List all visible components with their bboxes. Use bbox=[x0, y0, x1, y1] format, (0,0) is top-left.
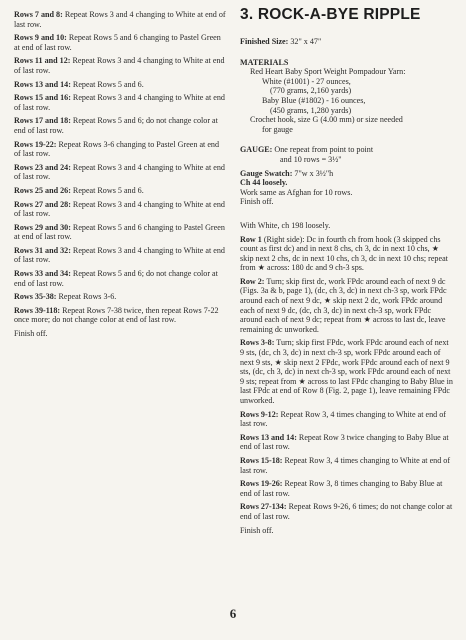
instruction-row-label: Rows 11 and 12: bbox=[14, 56, 71, 66]
swatch-line: Work same as Afghan for 10 rows. bbox=[240, 187, 353, 197]
instruction-row bbox=[14, 140, 226, 159]
instruction-row bbox=[14, 80, 226, 90]
instruction-row-label: Rows 35-38: bbox=[14, 292, 57, 302]
instruction-row-text: Repeat Row 3 twice changing to Baby Blue at end of last row. bbox=[240, 432, 449, 452]
instruction-row bbox=[14, 33, 226, 52]
instruction-row bbox=[14, 56, 226, 75]
instruction-row-label: Rows 13 and 14: bbox=[14, 79, 71, 89]
materials-line: (770 grams, 2,160 yards) bbox=[270, 86, 352, 96]
instruction-row-text: Repeat Rows 3 and 4 changing to White at end of last row. bbox=[14, 93, 225, 112]
instruction-row-text: Repeat Rows 3-6. bbox=[56, 292, 117, 302]
instruction-row-text: Repeat Rows 3 and 4 changing to White at end of last row. bbox=[14, 10, 226, 29]
instruction-row-text: Repeat Rows 3 and 4 changing to White at end of last row. bbox=[14, 56, 225, 75]
instruction-row bbox=[240, 433, 454, 452]
instruction-row bbox=[14, 186, 226, 196]
rows-3-8 bbox=[240, 338, 454, 405]
instruction-row-label: Rows 15 and 16: bbox=[14, 93, 71, 103]
right-row-list bbox=[240, 410, 454, 522]
instruction-row-text: Repeat Rows 5 and 6 changing to Pastel Green at end of last row. bbox=[14, 222, 225, 242]
instruction-row-label: Rows 17 and 18: bbox=[14, 116, 71, 126]
finished-size-value: 32" x 47" bbox=[288, 37, 322, 46]
instruction-row-text: Repeat Row 3, 8 times changing to Baby Blue at end of last row. bbox=[240, 479, 443, 498]
page-number: 6 bbox=[229, 606, 237, 621]
instruction-row-label: Rows 33 and 34: bbox=[14, 269, 71, 279]
instruction-row bbox=[240, 456, 454, 475]
instruction-row-label: Rows 39-118: bbox=[14, 305, 61, 315]
instruction-row-text: Repeat Rows 9-26, 6 times; do not change color at end of last row. bbox=[240, 502, 453, 521]
row-2 bbox=[240, 277, 454, 335]
instruction-row-text: Repeat Rows 5 and 6; do not change color at end of last row. bbox=[14, 269, 218, 288]
instruction-row bbox=[14, 223, 226, 242]
swatch-line: Ch 44 loosely. bbox=[240, 178, 288, 188]
left-finish-text: Finish off. bbox=[14, 329, 48, 339]
right-column bbox=[240, 6, 454, 539]
finished-size bbox=[240, 37, 454, 47]
gauge bbox=[240, 145, 454, 155]
gauge-swatch-label: Gauge Swatch: bbox=[240, 168, 293, 178]
materials-line: White (#1001) - 27 ounces, bbox=[262, 76, 351, 86]
materials-heading: MATERIALS bbox=[240, 57, 289, 67]
materials-line: Baby Blue (#1802) - 16 ounces, bbox=[262, 95, 366, 105]
pattern-title: 3. ROCK-A-BYE RIPPLE bbox=[240, 6, 421, 23]
instruction-row-text: Repeat Rows 5 and 6. bbox=[70, 185, 144, 195]
row-1-label: Row 1 bbox=[240, 234, 262, 244]
instruction-row-label: Rows 31 and 32: bbox=[14, 245, 71, 255]
instruction-row-label: Rows 9 and 10: bbox=[14, 33, 67, 43]
gauge-swatch-text: 7"w x 3½"h bbox=[292, 168, 334, 178]
instruction-row bbox=[14, 292, 226, 302]
instruction-row-text: Repeat Rows 3 and 4 changing to White at end of last row. bbox=[14, 245, 225, 265]
gauge-text: One repeat from point to point bbox=[272, 145, 374, 155]
rows-3-8-text: Turn; skip first FPdc, work FPdc around each of next 9 sts, (dc, ch 3, dc) in next ch-3 sp, work FPdc around each of next 9 sts, ★ skip next 2 FPdc, work FPdc around each of next 9 sts, (dc, ch 3, dc) in next ch-3 sp, work FPdc around each of next 9 sts; repeat from ★ across to last FPdc changing to Baby Blue in last FPdc at end of Row 8 (Fig. 2, page 1), leave remaining FPdc unworked. bbox=[240, 338, 453, 405]
gauge-text-2: and 10 rows = 3½" bbox=[280, 154, 342, 164]
instruction-row bbox=[240, 502, 454, 521]
instruction-row-text: Repeat Rows 3 and 4 changing to White at end of last row. bbox=[14, 199, 225, 219]
instruction-row bbox=[240, 479, 454, 498]
instruction-row-text: Repeat Rows 3 and 4 changing to White at end of last row. bbox=[14, 162, 225, 182]
right-finish-text: Finish off. bbox=[240, 525, 274, 535]
instruction-row-text: Repeat Rows 5 and 6. bbox=[70, 79, 144, 89]
instruction-row bbox=[240, 410, 454, 429]
instruction-row-label: Rows 7 and 8: bbox=[14, 10, 63, 19]
instruction-row bbox=[14, 269, 226, 288]
instruction-row-text: Repeat Rows 5 and 6; do not change color at end of last row. bbox=[14, 116, 218, 135]
materials-line: Crochet hook, size G (4.00 mm) or size needed bbox=[250, 115, 403, 125]
instruction-row-label: Rows 27-134: bbox=[240, 502, 287, 512]
gauge-label: GAUGE: bbox=[240, 145, 273, 155]
instruction-row-label: Rows 19-22: bbox=[14, 139, 57, 149]
instruction-row-label: Rows 27 and 28: bbox=[14, 199, 71, 209]
materials-line: Red Heart Baby Sport Weight Pompadour Yarn: bbox=[250, 67, 406, 77]
row-1-text: (Right side): Dc in fourth ch from hook (3 skipped chs count as first dc) and in next 8 chs, ch 3, dc in next 10 chs, ★ skip next 2 chs, dc in next 10 chs, ch 3, dc in next 10 chs; repeat from ★ across: 180 dc and 9 ch-3 sps. bbox=[240, 234, 448, 273]
instruction-row-text: Repeat Rows 3-6 changing to Pastel Green at end of last row. bbox=[14, 139, 220, 159]
left-column bbox=[14, 10, 226, 343]
instruction-row bbox=[14, 306, 226, 325]
finished-size-label: Finished Size: bbox=[240, 37, 289, 46]
instruction-row bbox=[14, 116, 226, 135]
row-2-label: Row 2: bbox=[240, 276, 265, 286]
instruction-row-label: Rows 15-18: bbox=[240, 455, 283, 465]
instruction-row bbox=[14, 200, 226, 219]
instruction-row-label: Rows 23 and 24: bbox=[14, 162, 71, 172]
instruction-row-text: Repeat Rows 5 and 6 changing to Pastel Green at end of last row. bbox=[14, 33, 221, 52]
left-row-list bbox=[14, 10, 226, 325]
instruction-row-text: Repeat Row 3, 4 times changing to White at end of last row. bbox=[240, 409, 446, 429]
instruction-row bbox=[14, 246, 226, 265]
rows-3-8-label: Rows 3-8: bbox=[240, 338, 275, 348]
materials-line: for gauge bbox=[262, 124, 293, 134]
row-2-text: Turn; skip first dc, work FPdc around each of next 9 dc (Figs. 3a & b, page 1), (dc, ch 3, dc) in next ch-3 sp, work FPdc around each of next 9 dc, ★ skip next 2 dc, work FPdc around each of next 9 dc, (dc, ch 3, dc) in next ch-3 sp, work FPdc around each of next 9 dc; repeat from ★ across to last dc, leave remaining dc unworked. bbox=[240, 276, 447, 334]
instruction-row-label: Rows 25 and 26: bbox=[14, 185, 71, 195]
instruction-row-label: Rows 9-12: bbox=[240, 409, 279, 419]
row-1 bbox=[240, 235, 454, 273]
materials-list bbox=[240, 67, 454, 134]
instruction-row-text: Repeat Row 3, 4 times changing to White at end of last row. bbox=[240, 455, 451, 475]
start-instruction: With White, ch 198 loosely. bbox=[240, 220, 331, 230]
instruction-row bbox=[14, 163, 226, 182]
gauge-swatch-lines bbox=[240, 178, 454, 207]
instruction-row-text: Repeat Rows 7-38 twice, then repeat Rows 7-22 once more; do not change color at end of last row. bbox=[14, 305, 219, 325]
instruction-row-label: Rows 13 and 14: bbox=[240, 432, 297, 442]
instruction-row-label: Rows 19-26: bbox=[240, 479, 283, 489]
instruction-row-label: Rows 29 and 30: bbox=[14, 222, 71, 232]
gauge-swatch bbox=[240, 169, 454, 179]
materials-line: (450 grams, 1,280 yards) bbox=[270, 105, 352, 115]
instruction-row bbox=[14, 10, 226, 29]
swatch-line: Finish off. bbox=[240, 197, 274, 207]
instruction-row bbox=[14, 93, 226, 112]
